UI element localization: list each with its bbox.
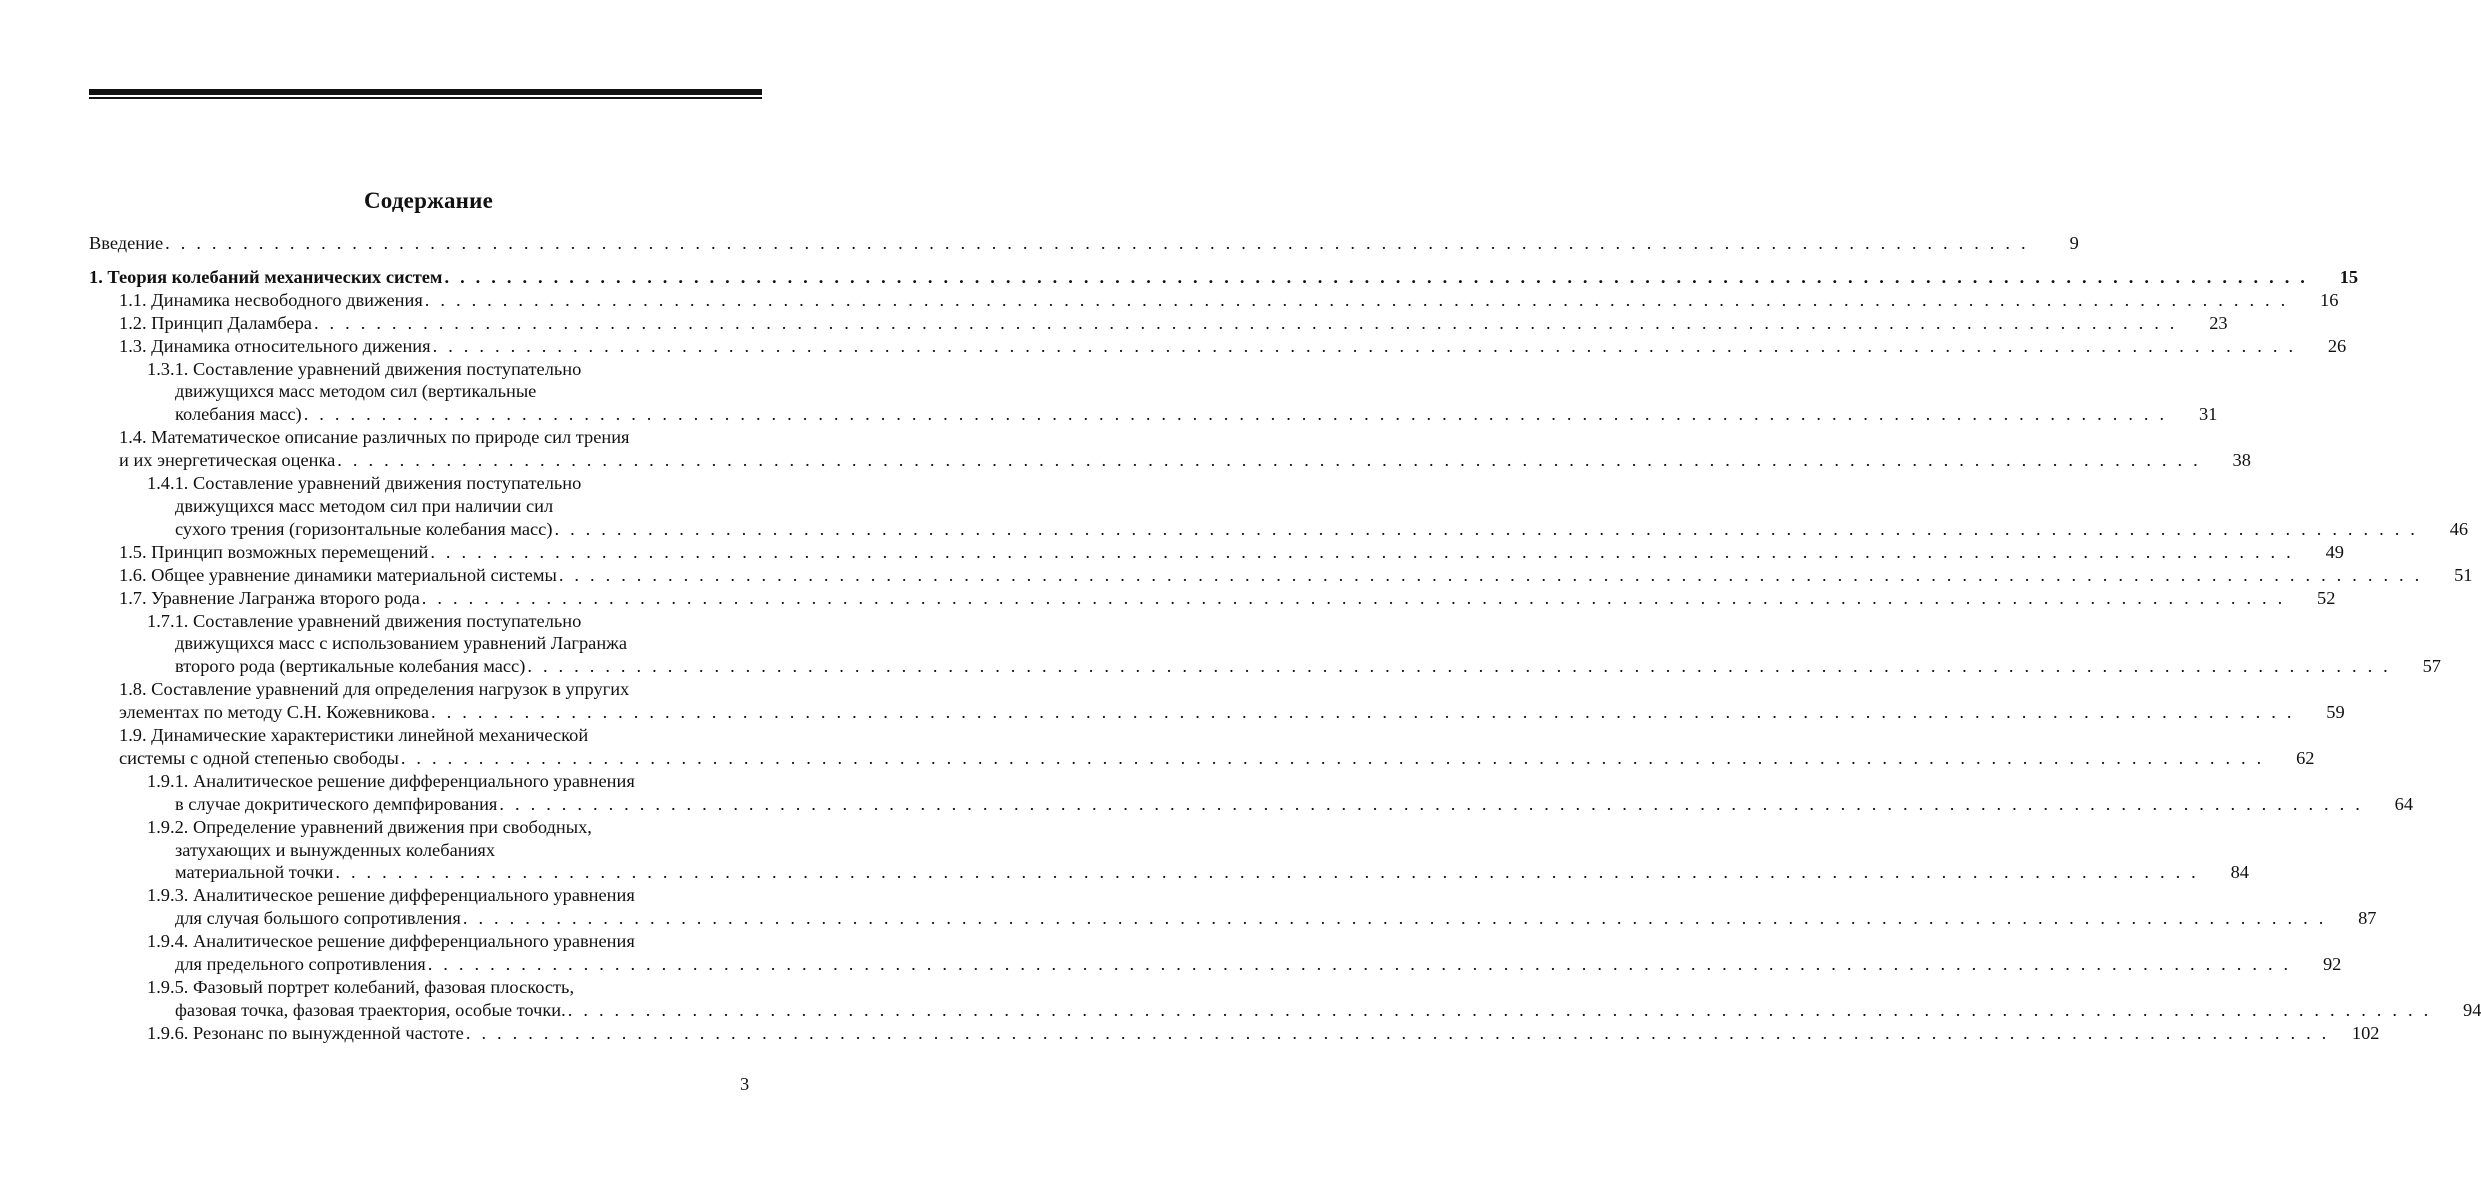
toc-entry-line: 1.4. Математическое описание различных по природе сил трения (119, 427, 630, 448)
toc-entry-page: 9 (2069, 233, 2079, 253)
toc-entry-line: 1.3.1. Составление уравнений движения поступательно (147, 358, 582, 379)
toc-entry-page: 31 (2198, 404, 2218, 425)
dot-leader: . . . . . . . . . . . . . . . . . . . . . . . . . . . . . . . . . . . . . . . . . . . . . . . . . . . . . . . . . . . . . . . . . . . . . . . . . . . . . . . . . . . . . . . . . . . . . . . . . . . . . . . . . . . . . . . . . . . . . . . . (567, 999, 2432, 1020)
toc-entry (89, 930, 2342, 976)
toc-entry-title: 1. Теория колебаний механических систем (89, 266, 443, 287)
toc-entry-page: 62 (2296, 747, 2315, 768)
toc-entry (89, 724, 2315, 770)
toc-entry-title: для предельного сопротивления (175, 954, 426, 975)
toc-entry-line: движущихся масс методом сил при наличии сил (175, 495, 554, 516)
toc-entry-line (89, 1022, 2380, 1045)
toc-entry-line (89, 518, 2469, 541)
dot-leader: . . . . . . . . . . . . . . . . . . . . . . . . . . . . . . . . . . . . . . . . . . . . . . . . . . . . . . . . . . . . . . . . . . . . . . . . . . . . . . . . . . . . . . . . . . . . . . . . . . . . . . . . . . . . . . . . . . . . . . . . (558, 564, 2423, 585)
toc-entry-line (89, 289, 2339, 312)
toc-entry-page: 15 (2339, 266, 2359, 287)
toc-entry-page: 64 (2394, 793, 2414, 814)
toc-entry-line (89, 564, 2473, 587)
toc-entry (89, 976, 2481, 1022)
toc-entry-line (89, 335, 2347, 358)
toc-entry (89, 541, 2344, 564)
toc-entry (89, 884, 2377, 930)
toc-entry-page: 38 (2232, 450, 2251, 471)
toc-entry-page: 57 (2422, 656, 2441, 677)
dot-leader: . . . . . . . . . . . . . . . . . . . . . . . . . . . . . . . . . . . . . . . . . . . . . . . . . . . . . . . . . . . . . . . . . . . . . . . . . . . . . . . . . . . . . . . . . . . . . . . . . . . . . . . . . . . . . . . . . . . . . . . . (427, 954, 2292, 975)
toc-entry-title: 1.1. Динамика несвободного движения (119, 289, 423, 310)
dot-leader: . . . . . . . . . . . . . . . . . . . . . . . . . . . . . . . . . . . . . . . . . . . . . . . . . . . . . . . . . . . . . . . . . . . . . . . . . . . . . . . . . . . . . . . . . . . . . . . . . . . . . . . . . . . . . . . . . . . . . . . . (400, 747, 2265, 768)
toc-entry-line (89, 232, 2079, 255)
dot-leader: . . . . . . . . . . . . . . . . . . . . . . . . . . . . . . . . . . . . . . . . . . . . . . . . . . . . . . . . . . . . . . . . . . . . . . . . . . . . . . . . . . . . . . . . . . . . . . . . . . . . . . . . . . . . . . . . . . . . . . . . (499, 793, 2364, 814)
toc-entry-page: 92 (2322, 954, 2342, 975)
dot-leader: . . . . . . . . . . . . . . . . . . . . . . . . . . . . . . . . . . . . . . . . . . . . . . . . . . . . . . . . . . . . . . . . . . . . . . . . . . . . . . . . . . . . . . . . . . . . . . . . . . . . . . . . . . . . . . . . . . . . . . . . (432, 335, 2297, 356)
toc-entry-line (89, 861, 2249, 884)
toc-entry-title: 1.6. Общее уравнение динамики материальной системы (119, 564, 557, 585)
toc-entry-line: затухающих и вынужденных колебаниях (175, 839, 496, 860)
toc-entry-line: 1.9.4. Аналитическое решение дифференциального уравнения (147, 931, 635, 952)
toc-entry (89, 289, 2339, 312)
toc-entry-line (89, 701, 2345, 724)
toc-entry-title: и их энергетическая оценка (119, 450, 336, 471)
toc-entry-page: 51 (2454, 564, 2473, 585)
toc-entry-line: 1.8. Составление уравнений для определения нагрузок в упругих (119, 679, 630, 700)
toc-entry-title: в случае докритического демпфирования (175, 793, 498, 814)
page-number: 3 (740, 1074, 750, 1094)
dot-leader: . . . . . . . . . . . . . . . . . . . . . . . . . . . . . . . . . . . . . . . . . . . . . . . . . . . . . . . . . . . . . . . . . . . . . . . . . . . . . . . . . . . . . . . . . . . . . . . . . . . . . . . . . . . . . . . . . . . . . . . . (165, 233, 2029, 253)
toc-entry-line: 1.9. Динамические характеристики линейной механической (119, 725, 589, 746)
toc-entry-page: 87 (2358, 908, 2377, 929)
toc-entry (89, 358, 2218, 427)
toc-entry-line (89, 403, 2218, 426)
toc-entry-title: фазовая точка, фазовая траектория, особые точки. (175, 999, 566, 1020)
toc-entry-title: 1.2. Принцип Даламбера (119, 312, 312, 333)
toc-entry-page: 84 (2230, 862, 2249, 883)
toc-entry-title: 1.3. Динамика относительного дижения (119, 335, 431, 356)
toc-entry-line: 1.4.1. Составление уравнений движения поступательно (147, 473, 582, 494)
toc-entry (89, 232, 2079, 255)
toc-entry-title: для случая большого сопротивления (175, 908, 461, 929)
toc-entry (89, 770, 2414, 816)
toc-entry-title: 1.7. Уравнение Лагранжа второго рода (119, 587, 420, 608)
toc-entry-page: 46 (2449, 518, 2469, 539)
toc-entry-title: Введение (89, 233, 164, 253)
dot-leader: . . . . . . . . . . . . . . . . . . . . . . . . . . . . . . . . . . . . . . . . . . . . . . . . . . . . . . . . . . . . . . . . . . . . . . . . . . . . . . . . . . . . . . . . . . . . . . . . . . . . . . . . . . . . . . . . . . . . . . . . (421, 587, 2286, 608)
toc-entry-title: материальной точки (175, 862, 334, 883)
toc-entry-line (89, 541, 2344, 564)
toc-entry-line (89, 449, 2251, 472)
toc-entry-line (89, 999, 2481, 1022)
toc-entry-line (89, 655, 2441, 678)
dot-leader: . . . . . . . . . . . . . . . . . . . . . . . . . . . . . . . . . . . . . . . . . . . . . . . . . . . . . . . . . . . . . . . . . . . . . . . . . . . . . . . . . . . . . . . . . . . . . . . . . . . . . . . . . . . . . . . . . . . . . . . . (465, 1022, 2330, 1043)
dot-leader: . . . . . . . . . . . . . . . . . . . . . . . . . . . . . . . . . . . . . . . . . . . . . . . . . . . . . . . . . . . . . . . . . . . . . . . . . . . . . . . . . . . . . . . . . . . . . . . . . . . . . . . . . . . . . . . . . . . . . . . . (424, 289, 2289, 310)
header-rule-thick (89, 89, 762, 95)
toc-entry (89, 426, 2251, 472)
toc-entry-line: 1.9.2. Определение уравнений движения при свободных, (147, 816, 592, 837)
toc-entry-title: сухого трения (горизонтальные колебания масс) (175, 518, 553, 539)
toc-entry-line: 1.9.1. Аналитическое решение дифференциального уравнения (147, 770, 635, 791)
toc-entry (89, 1022, 2380, 1045)
toc-entry-title: элементах по методу С.Н. Кожевникова (119, 702, 430, 723)
dot-leader: . . . . . . . . . . . . . . . . . . . . . . . . . . . . . . . . . . . . . . . . . . . . . . . . . . . . . . . . . . . . . . . . . . . . . . . . . . . . . . . . . . . . . . . . . . . . . . . . . . . . . . . . . . . . . . . . . . . . . . . . (303, 404, 2168, 425)
toc-entry-line (89, 793, 2414, 816)
toc-entry (89, 678, 2345, 724)
toc-entry-page: 102 (2351, 1022, 2380, 1043)
toc-entry-line (89, 747, 2315, 770)
toc-entry (89, 816, 2249, 885)
dot-leader: . . . . . . . . . . . . . . . . . . . . . . . . . . . . . . . . . . . . . . . . . . . . . . . . . . . . . . . . . . . . . . . . . . . . . . . . . . . . . . . . . . . . . . . . . . . . . . . . . . . . . . . . . . . . . . . . . . . . . . . . (335, 862, 2199, 883)
toc-entry (89, 610, 2441, 679)
toc-entry-line: 1.7.1. Составление уравнений движения поступательно (147, 610, 582, 631)
dot-leader: . . . . . . . . . . . . . . . . . . . . . . . . . . . . . . . . . . . . . . . . . . . . . . . . . . . . . . . . . . . . . . . . . . . . . . . . . . . . . . . . . . . . . . . . . . . . . . . . . . . . . . . . . . . . . . . . . . . . . . . . (313, 312, 2178, 333)
toc-entry-page: 16 (2320, 289, 2339, 310)
toc-entry (89, 587, 2336, 610)
toc-entry-line (89, 312, 2228, 335)
dot-leader: . . . . . . . . . . . . . . . . . . . . . . . . . . . . . . . . . . . . . . . . . . . . . . . . . . . . . . . . . . . . . . . . . . . . . . . . . . . . . . . . . . . . . . . . . . . . . . . . . . . . . . . . . . . . . . . . . . . . . . . . (554, 518, 2419, 539)
toc-entry-line (89, 266, 2359, 289)
toc-entry-line (89, 587, 2336, 610)
toc-entry-line: движущихся масс с использованием уравнений Лагранжа (175, 633, 628, 654)
toc-entry (89, 266, 2359, 289)
dot-leader: . . . . . . . . . . . . . . . . . . . . . . . . . . . . . . . . . . . . . . . . . . . . . . . . . . . . . . . . . . . . . . . . . . . . . . . . . . . . . . . . . . . . . . . . . . . . . . . . . . . . . . . . . . . . . . . . . . . . . . . . (337, 450, 2201, 471)
toc-entry-line (89, 953, 2342, 976)
toc-entry-title: 1.9.6. Резонанс по вынужденной частоте (147, 1022, 464, 1043)
table-of-contents (89, 232, 2481, 1045)
toc-entry-line: 1.9.3. Аналитическое решение дифференциального уравнения (147, 885, 635, 906)
dot-leader: . . . . . . . . . . . . . . . . . . . . . . . . . . . . . . . . . . . . . . . . . . . . . . . . . . . . . . . . . . . . . . . . . . . . . . . . . . . . . . . . . . . . . . . . . . . . . . . . . . . . . . . . . . . . . . . . . . . . . . . . (430, 541, 2294, 562)
toc-entry (89, 472, 2469, 541)
dot-leader: . . . . . . . . . . . . . . . . . . . . . . . . . . . . . . . . . . . . . . . . . . . . . . . . . . . . . . . . . . . . . . . . . . . . . . . . . . . . . . . . . . . . . . . . . . . . . . . . . . . . . . . . . . . . . . . . . . . . . . . . (444, 266, 2309, 287)
toc-entry-line (89, 907, 2377, 930)
toc-entry-page: 52 (2317, 587, 2336, 608)
toc-entry-title: системы с одной степенью свободы (119, 747, 399, 768)
toc-entry-title: второго рода (вертикальные колебания масс) (175, 656, 526, 677)
toc-entry-line: 1.9.5. Фазовый портрет колебаний, фазовая плоскость, (147, 977, 575, 997)
toc-entry (89, 564, 2473, 587)
toc-entry-page: 59 (2326, 702, 2345, 723)
toc-entry-page: 23 (2209, 312, 2228, 333)
header-rule-thin (89, 97, 762, 99)
dot-leader: . . . . . . . . . . . . . . . . . . . . . . . . . . . . . . . . . . . . . . . . . . . . . . . . . . . . . . . . . . . . . . . . . . . . . . . . . . . . . . . . . . . . . . . . . . . . . . . . . . . . . . . . . . . . . . . . . . . . . . . . (431, 702, 2295, 723)
toc-entry-title: 1.5. Принцип возможных перемещений (119, 541, 429, 562)
toc-entry-page: 49 (2325, 541, 2344, 562)
toc-entry (89, 312, 2228, 335)
toc-entry-line: движущихся масс методом сил (вертикальные (175, 381, 537, 402)
toc-entry-page: 26 (2327, 335, 2347, 356)
toc-entry (89, 335, 2347, 358)
toc-entry-page: 94 (2463, 999, 2481, 1020)
toc-entry-title: колебания масс) (175, 404, 302, 425)
dot-leader: . . . . . . . . . . . . . . . . . . . . . . . . . . . . . . . . . . . . . . . . . . . . . . . . . . . . . . . . . . . . . . . . . . . . . . . . . . . . . . . . . . . . . . . . . . . . . . . . . . . . . . . . . . . . . . . . . . . . . . . . (462, 908, 2327, 929)
dot-leader: . . . . . . . . . . . . . . . . . . . . . . . . . . . . . . . . . . . . . . . . . . . . . . . . . . . . . . . . . . . . . . . . . . . . . . . . . . . . . . . . . . . . . . . . . . . . . . . . . . . . . . . . . . . . . . . . . . . . . . . . (527, 656, 2391, 677)
page-title: Содержание (364, 188, 493, 213)
